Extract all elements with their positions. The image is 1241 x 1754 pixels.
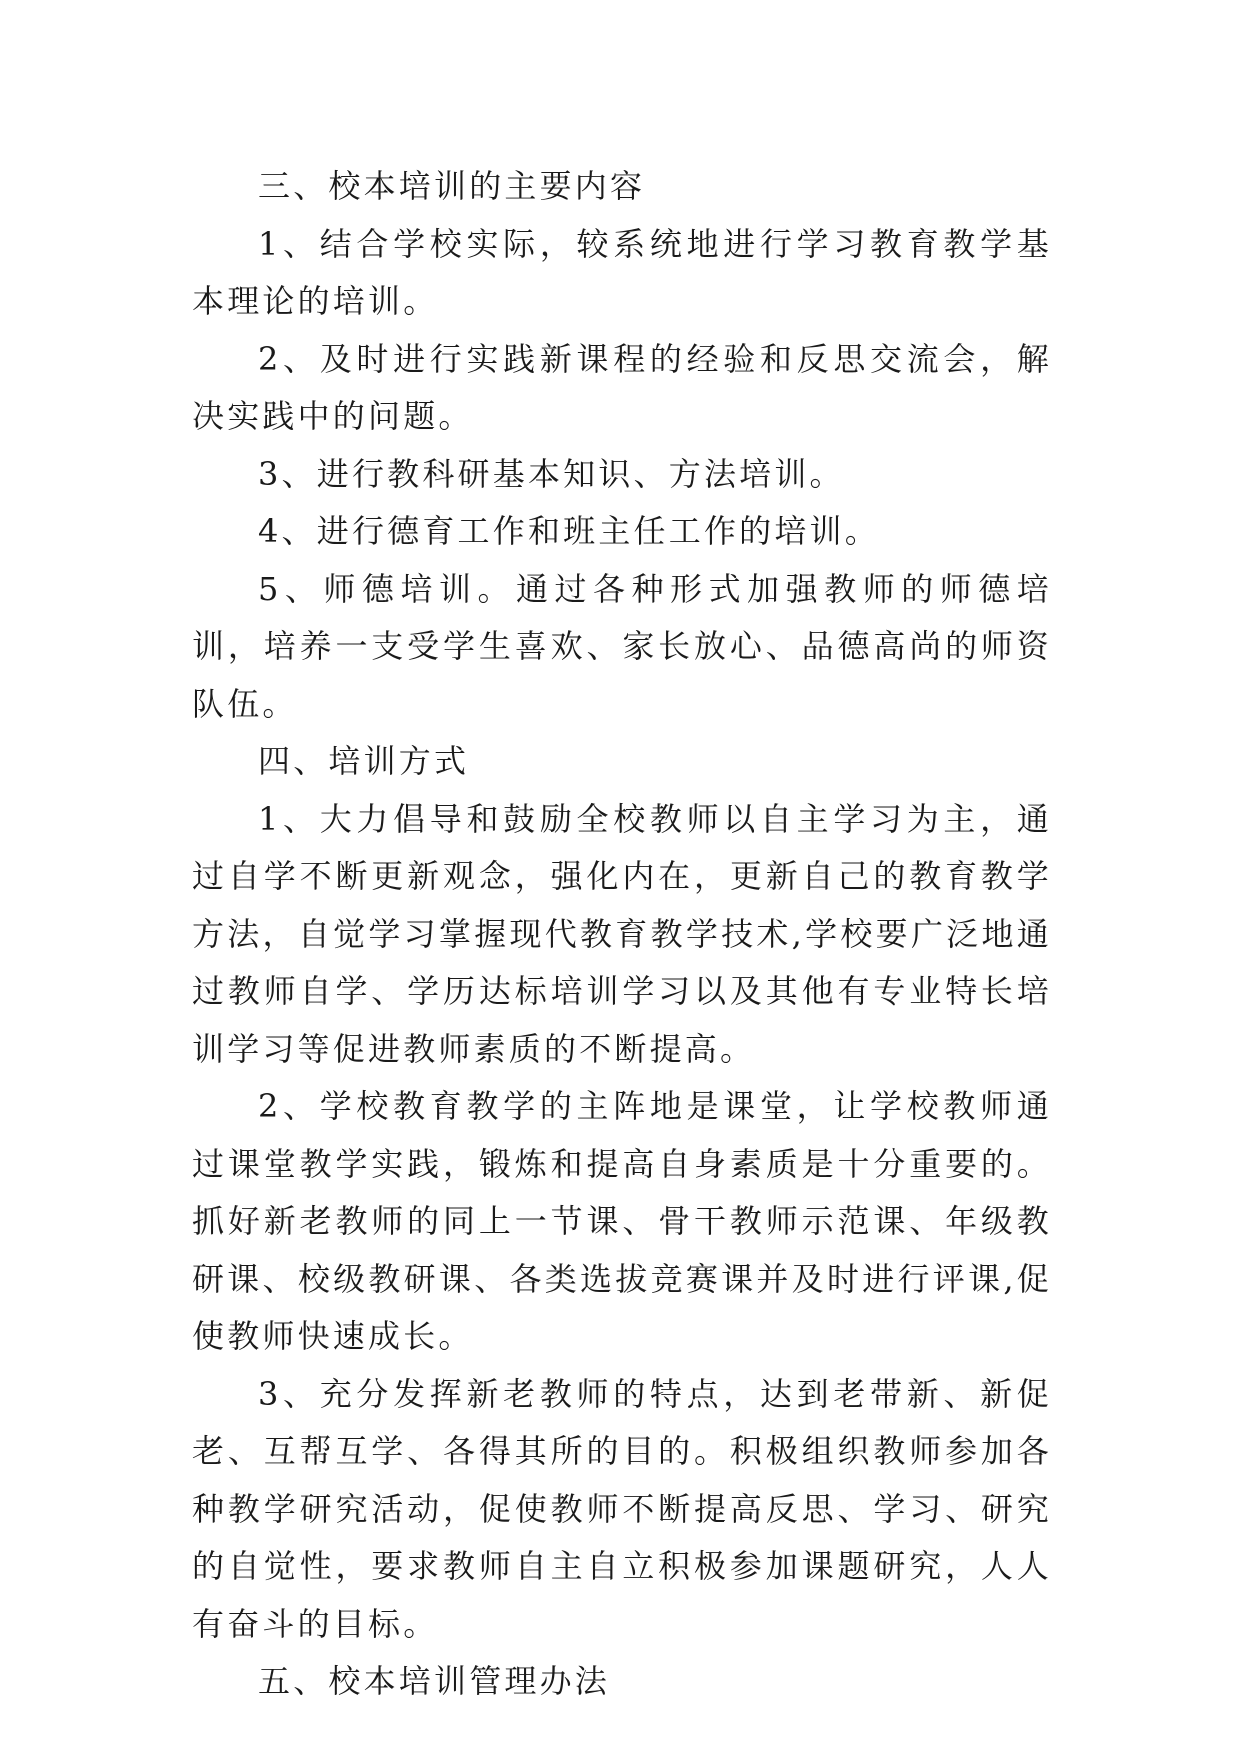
method-item-3: 3、充分发挥新老教师的特点，达到老带新、新促老、互帮互学、各得其所的目的。积极组织教师参加各种教学研究活动，促使教师不断提高反思、学习、研究的自觉性，要求教师自主自立积极参加课题研究，人人有奋斗的目标。 — [192, 1374, 1052, 1643]
document-body — [192, 158, 1052, 1711]
section-heading-management: 五、校本培训管理办法 — [258, 1662, 611, 1700]
section-heading-methods: 四、培训方式 — [258, 742, 470, 780]
content-item-2: 2、及时进行实践新课程的经验和反思交流会，解决实践中的问题。 — [192, 339, 1052, 435]
content-item-3: 3、进行教科研基本知识、方法培训。 — [258, 454, 845, 493]
method-item-2: 2、学校教育教学的主阵地是课堂，让学校教师通过课堂教学实践，锻炼和提高自身素质是十分重要的。抓好新老教师的同上一节课、骨干教师示范课、年级教研课、校级教研课、各类选拔竞赛课并及时进行评课,促使教师快速成长。 — [192, 1087, 1052, 1355]
section-heading-content: 三、校本培训的主要内容 — [258, 167, 646, 205]
content-item-5: 5、师德培训。通过各种形式加强教师的师德培训，培养一支受学生喜欢、家长放心、品德高尚的师资队伍。 — [192, 569, 1052, 723]
content-item-4: 4、进行德育工作和班主任工作的培训。 — [258, 512, 880, 550]
content-item-1: 1、结合学校实际，较系统地进行学习教育教学基本理论的培训。 — [192, 224, 1052, 320]
method-item-1: 1、大力倡导和鼓励全校教师以自主学习为主，通过自学不断更新观念，强化内在，更新自己的教育教学方法，自觉学习掌握现代教育教学技术,学校要广泛地通过教师自学、学历达标培训学习以及其他有专业特长培训学习等促进教师素质的不断提高。 — [192, 799, 1052, 1068]
